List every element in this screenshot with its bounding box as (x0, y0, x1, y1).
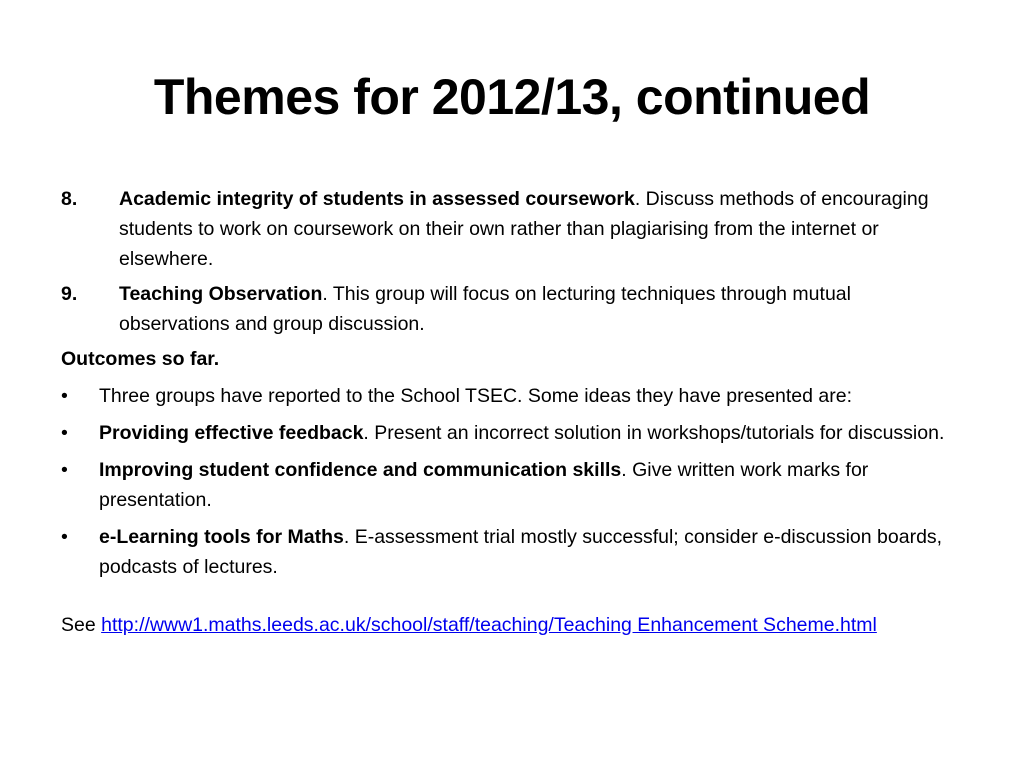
numbered-item-9 (61, 279, 966, 339)
bullet-heading: e-Learning tools for Maths (99, 526, 344, 548)
bullet-text: . Give written work marks for presentation. (99, 459, 869, 511)
scheme-link[interactable]: http://www1.maths.leeds.ac.uk/school/staff/teaching/Teaching Enhancement Scheme.html (101, 614, 877, 636)
slide-body (61, 184, 966, 640)
bullet-text: Three groups have reported to the School TSEC. Some ideas they have presented are: (99, 385, 853, 407)
bullet-icon: • (61, 422, 68, 444)
item-number: 9. (61, 283, 78, 305)
slide-title: Themes for 2012/13, continued (153, 69, 871, 125)
item-text: . Discuss methods of encouraging students to work on coursework on their own rather than plagiarising from the internet or elsewhere. (119, 188, 929, 270)
see-prefix: See (61, 614, 102, 636)
bullet-text: . Present an incorrect solution in workshops/tutorials for discussion. (363, 422, 945, 444)
see-reference (61, 610, 966, 640)
item-heading: Teaching Observation (119, 283, 323, 305)
bullet-heading: Providing effective feedback (99, 422, 364, 444)
bullet-item (61, 418, 966, 448)
bullet-item (61, 381, 966, 411)
numbered-item-8 (61, 184, 966, 274)
bullet-item (61, 455, 966, 515)
bullet-icon: • (61, 526, 68, 548)
item-number: 8. (61, 188, 78, 210)
bullet-item (61, 522, 966, 582)
bullet-icon: • (61, 385, 68, 407)
bullet-icon: • (61, 459, 68, 481)
bullet-heading: Improving student confidence and communication skills (99, 459, 622, 481)
bullet-text: . E-assessment trial mostly successful; consider e-discussion boards, podcasts of lectures. (99, 526, 943, 578)
item-text: . This group will focus on lecturing techniques through mutual observations and group discussion. (119, 283, 851, 335)
outcomes-heading: Outcomes so far. (61, 348, 220, 370)
item-heading: Academic integrity of students in assessed coursework (119, 188, 635, 210)
